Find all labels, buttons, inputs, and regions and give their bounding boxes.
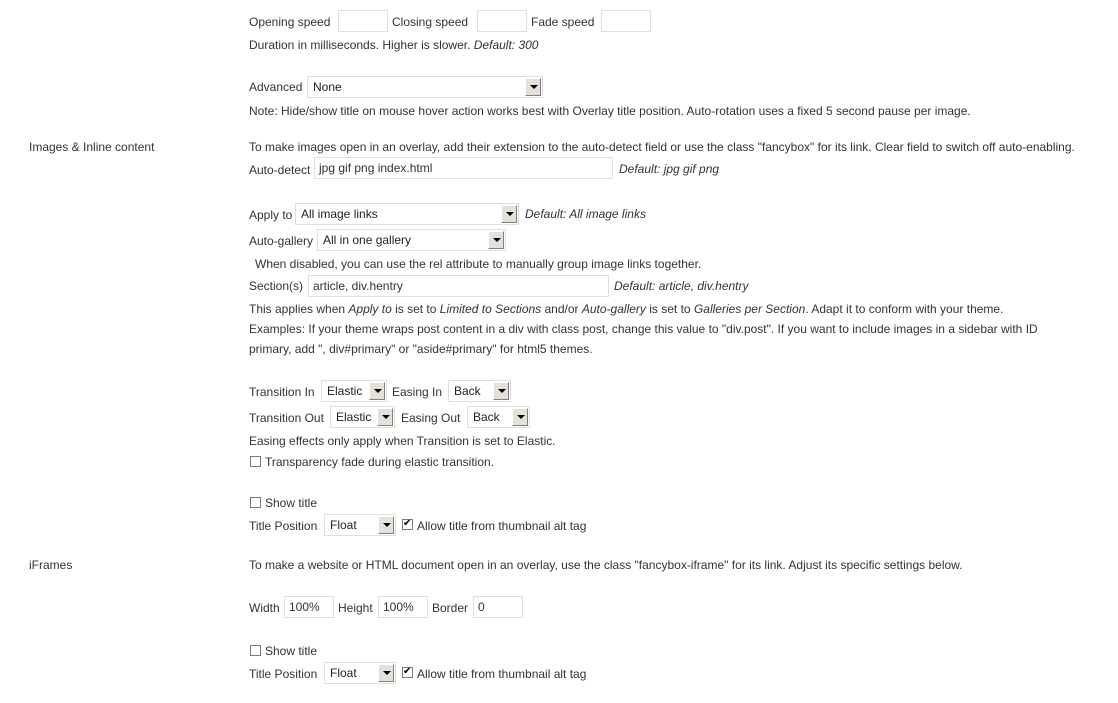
opening-speed-label: Opening speed — [249, 15, 331, 29]
easing-out-label: Easing Out — [401, 411, 461, 425]
images-allow-title-checkbox[interactable] — [402, 519, 413, 530]
transition-in-value: Elastic — [327, 384, 363, 398]
iframes-section-title: iFrames — [29, 558, 73, 572]
advanced-select-value: None — [313, 80, 342, 94]
easing-in-value: Back — [454, 384, 481, 398]
iframe-height-input[interactable]: 100% — [378, 596, 428, 618]
iframe-border-label: Border — [432, 601, 469, 615]
iframe-width-input[interactable]: 100% — [284, 596, 334, 618]
transition-out-select[interactable] — [330, 406, 395, 428]
easing-in-label: Easing In — [392, 385, 443, 399]
autogallery-note: When disabled, you can use the rel attribute to manually group image links together. — [255, 257, 702, 271]
apply-to-select-value: All image links — [301, 207, 378, 221]
transition-in-select[interactable] — [321, 380, 387, 402]
advanced-select[interactable] — [307, 76, 543, 98]
apply-to-default: Default: All image links — [525, 207, 646, 221]
opening-speed-input[interactable] — [338, 10, 388, 32]
speed-default: Default: 300 — [473, 38, 539, 52]
images-allow-title-label: Allow title from thumbnail alt tag — [417, 519, 587, 533]
chevron-down-icon[interactable] — [501, 205, 517, 223]
images-show-title-label: Show title — [265, 496, 318, 510]
iframes-title-position-select[interactable] — [324, 662, 396, 684]
advanced-label: Advanced — [249, 80, 303, 94]
iframes-allow-title-label: Allow title from thumbnail alt tag — [417, 667, 587, 681]
chevron-down-icon[interactable] — [512, 408, 528, 426]
applies-text-5: . Adapt it to conform with your theme. — [805, 302, 1004, 316]
speed-help-text — [249, 38, 538, 52]
images-title-position-value: Float — [330, 518, 357, 532]
chevron-down-icon[interactable] — [377, 408, 393, 426]
transparency-fade-checkbox[interactable] — [250, 456, 261, 467]
examples-line-2: primary, add ", div#primary" or "aside#primary" for html5 themes. — [249, 342, 593, 356]
applies-limited-to-sections: Limited to Sections — [439, 302, 542, 316]
apply-to-label: Apply to — [249, 208, 293, 222]
iframes-title-position-value: Float — [330, 666, 357, 680]
sections-input[interactable]: article, div.hentry — [308, 275, 609, 297]
iframes-allow-title-checkbox[interactable] — [402, 667, 413, 678]
iframes-intro: To make a website or HTML document open in an overlay, use the class "fancybox-iframe" for its link. Adjust its specific settings below. — [249, 558, 963, 572]
examples-line-1: Examples: If your theme wraps post content in a div with class post, change this value to "div.post". If you want to include images in a sidebar with ID — [249, 322, 1038, 336]
transparency-fade-label: Transparency fade during elastic transition. — [265, 455, 495, 469]
iframes-title-position-label: Title Position — [249, 667, 318, 681]
images-section-title: Images & Inline content — [29, 140, 155, 154]
sections-default: Default: article, div.hentry — [614, 279, 749, 293]
transition-out-label: Transition Out — [249, 411, 324, 425]
applies-text-4: is set to — [645, 302, 694, 316]
sections-applies-text — [249, 302, 1003, 316]
iframe-width-label: Width — [249, 601, 280, 615]
easing-in-select[interactable] — [448, 380, 511, 402]
apply-to-select[interactable] — [295, 203, 519, 225]
applies-apply-to: Apply to — [348, 302, 392, 316]
images-title-position-label: Title Position — [249, 519, 318, 533]
autogallery-label: Auto-gallery — [249, 234, 314, 248]
transition-out-value: Elastic — [336, 410, 372, 424]
autodetect-label: Auto-detect — [249, 163, 311, 177]
autodetect-default: Default: jpg gif png — [619, 162, 720, 176]
images-show-title-checkbox[interactable] — [250, 497, 261, 508]
iframe-height-label: Height — [338, 601, 373, 615]
chevron-down-icon[interactable] — [488, 231, 504, 249]
applies-galleries-per-section: Galleries per Section — [693, 302, 806, 316]
iframes-show-title-checkbox[interactable] — [250, 645, 261, 656]
images-title-position-select[interactable] — [324, 514, 396, 536]
closing-speed-input[interactable] — [477, 10, 527, 32]
chevron-down-icon[interactable] — [378, 664, 394, 682]
autodetect-input[interactable]: jpg gif png index.html — [314, 157, 613, 179]
transition-in-label: Transition In — [249, 385, 315, 399]
applies-text-1: This applies when — [249, 302, 349, 316]
easing-out-select[interactable] — [467, 406, 530, 428]
fade-speed-label: Fade speed — [531, 15, 595, 29]
chevron-down-icon[interactable] — [493, 382, 509, 400]
easing-note: Easing effects only apply when Transition is set to Elastic. — [249, 434, 556, 448]
applies-auto-gallery: Auto-gallery — [581, 302, 646, 316]
applies-text-3: and/or — [541, 302, 582, 316]
iframe-border-input[interactable]: 0 — [473, 596, 523, 618]
applies-text-2: is set to — [391, 302, 440, 316]
autogallery-select-value: All in one gallery — [323, 233, 412, 247]
chevron-down-icon[interactable] — [525, 78, 541, 96]
advanced-note: Note: Hide/show title on mouse hover action works best with Overlay title position. Auto-rotation uses a fixed 5 second pause per image. — [249, 104, 971, 118]
chevron-down-icon[interactable] — [378, 516, 394, 534]
fade-speed-input[interactable] — [601, 10, 651, 32]
chevron-down-icon[interactable] — [369, 382, 385, 400]
speed-help-note: Duration in milliseconds. Higher is slower. — [249, 38, 471, 52]
autogallery-select[interactable] — [317, 229, 506, 251]
images-intro: To make images open in an overlay, add their extension to the auto-detect field or use the class "fancybox" for its link. Clear field to switch off auto-enabling. — [249, 140, 1075, 154]
easing-out-value: Back — [473, 410, 500, 424]
closing-speed-label: Closing speed — [392, 15, 469, 29]
sections-label: Section(s) — [249, 279, 304, 293]
iframes-show-title-label: Show title — [265, 644, 318, 658]
